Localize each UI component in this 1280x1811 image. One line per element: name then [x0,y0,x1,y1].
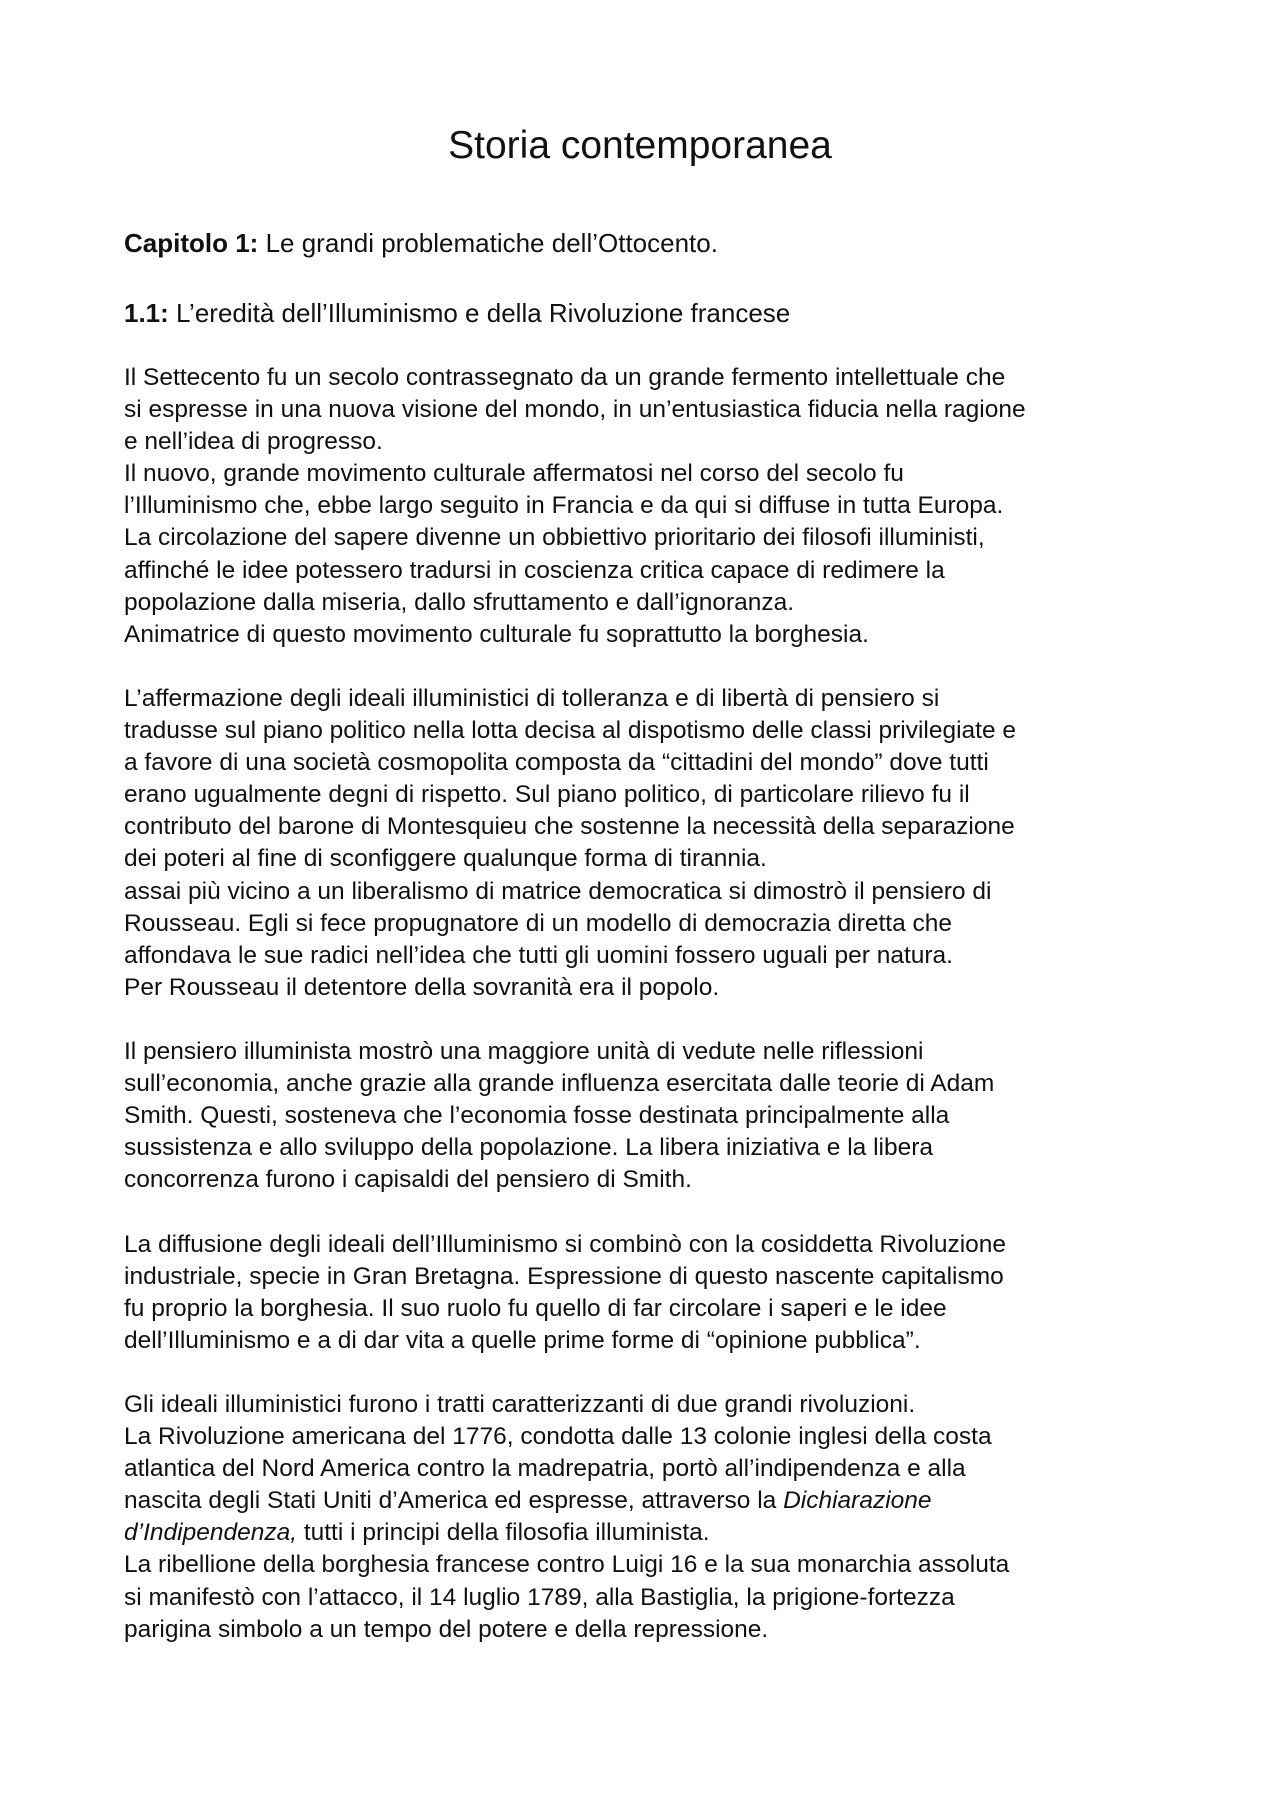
text-line: Per Rousseau il detentore della sovranità era il popolo. [124,973,720,1001]
text-line: industriale, specie in Gran Bretagna. Espressione di questo nascente capitalismo [124,1262,1004,1290]
paragraph-gap [124,1357,1184,1389]
text-line: si manifestò con l’attacco, il 14 luglio 1789, alla Bastiglia, la prigione-fortezza [124,1583,955,1611]
text-line [124,1485,1184,1517]
text-line: parigina simbolo a un tempo del potere e della repressione. [124,1615,769,1643]
text-line: e nell’idea di progresso. [124,428,383,456]
text-line: Rousseau. Egli si fece propugnatore di un modello di democrazia diretta che [124,909,953,937]
paragraph-4 [124,1229,1184,1357]
paragraph-gap [124,1004,1184,1036]
chapter-label: Capitolo 1: [124,228,259,258]
text-line: sull’economia, anche grazie alla grande influenza esercitata dalle teorie di Adam [124,1070,995,1098]
chapter-title: Le grandi problematiche dell’Ottocento. [258,228,718,258]
text-line: La diffusione degli ideali dell’Illuminismo si combinò con la cosiddetta Rivoluzione [124,1230,1007,1258]
text-line: sussistenza e allo sviluppo della popolazione. La libera iniziativa e la libera [124,1134,933,1162]
text-line: La Rivoluzione americana del 1776, condotta dalle 13 colonie inglesi della costa [124,1423,992,1451]
text-line: Gli ideali illuministici furono i tratti caratterizzanti di due grandi rivoluzioni. [124,1391,916,1418]
text-line: Il nuovo, grande movimento culturale affermatosi nel corso del secolo fu [124,460,904,488]
paragraph-gap [124,1196,1184,1228]
section-title: L’eredità dell’Illuminismo e della Rivoluzione francese [168,298,791,328]
text-line: La circolazione del sapere divenne un obbiettivo prioritario dei filosofi illuministi, [124,524,985,552]
text-line: a favore di una società cosmopolita composta da “cittadini del mondo” dove tutti [124,749,989,777]
text-line: si espresse in una nuova visione del mondo, in un’entusiastica fiducia nella ragione [124,396,1026,424]
text-line: Il pensiero illuminista mostrò una maggiore unità di vedute nelle riflessioni [124,1037,924,1065]
text-line: L’affermazione degli ideali illuministici di tolleranza e di libertà di pensiero si [124,684,940,712]
text-line: fu proprio la borghesia. Il suo ruolo fu quello di far circolare i saperi e le idee [124,1294,947,1322]
text-line: popolazione dalla miseria, dallo sfruttamento e dall’ignoranza. [124,588,795,616]
text-line: assai più vicino a un liberalismo di matrice democratica si dimostrò il pensiero di [124,877,992,905]
paragraph-5 [124,1389,1184,1646]
paragraph-2 [124,683,1184,1004]
document-title-italic: d’Indipendenza, [124,1519,298,1547]
text-segment: tutti i principi della filosofia illuminista. [297,1519,710,1547]
paragraph-gap [124,651,1184,683]
text-line: La ribellione della borghesia francese contro Luigi 16 e la sua monarchia assoluta [124,1551,1010,1579]
paragraph-3 [124,1036,1184,1196]
section-label: 1.1: [124,298,169,328]
text-line: concorrenza furono i capisaldi del pensiero di Smith. [124,1166,692,1194]
text-line [124,1517,1184,1549]
section-heading [124,297,790,329]
text-line: dei poteri al fine di sconfiggere qualunque forma di tirannia. [124,845,767,873]
text-line: affinché le idee potessero tradursi in coscienza critica capace di redimere la [124,556,945,584]
document-title-italic: Dichiarazione [783,1487,932,1515]
text-line: l’Illuminismo che, ebbe largo seguito in Francia e da qui si diffuse in tutta Europa. [124,492,1004,520]
text-line: Il Settecento fu un secolo contrassegnato da un grande fermento intellettuale che [124,364,1006,391]
text-line: tradusse sul piano politico nella lotta decisa al dispotismo delle classi privilegiate e [124,717,1017,745]
body-text [124,362,1184,1646]
page-title: Storia contemporanea [448,124,832,167]
chapter-heading [124,227,718,259]
text-line: contributo del barone di Montesquieu che sostenne la necessità della separazione [124,813,1015,841]
paragraph-1 [124,362,1184,651]
text-line: dell’Illuminismo e a di dar vita a quelle prime forme di “opinione pubblica”. [124,1326,921,1354]
text-segment: nascita degli Stati Uniti d’America ed espresse, attraverso la [124,1487,784,1515]
text-line: erano ugualmente degni di rispetto. Sul piano politico, di particolare rilievo fu il [124,781,970,809]
text-line: Smith. Questi, sosteneva che l’economia fosse destinata principalmente alla [124,1102,950,1130]
text-line: Animatrice di questo movimento culturale fu soprattutto la borghesia. [124,620,869,648]
text-line: affondava le sue radici nell’idea che tutti gli uomini fossero uguali per natura. [124,941,953,969]
text-line: atlantica del Nord America contro la madrepatria, portò all’indipendenza e alla [124,1455,966,1483]
